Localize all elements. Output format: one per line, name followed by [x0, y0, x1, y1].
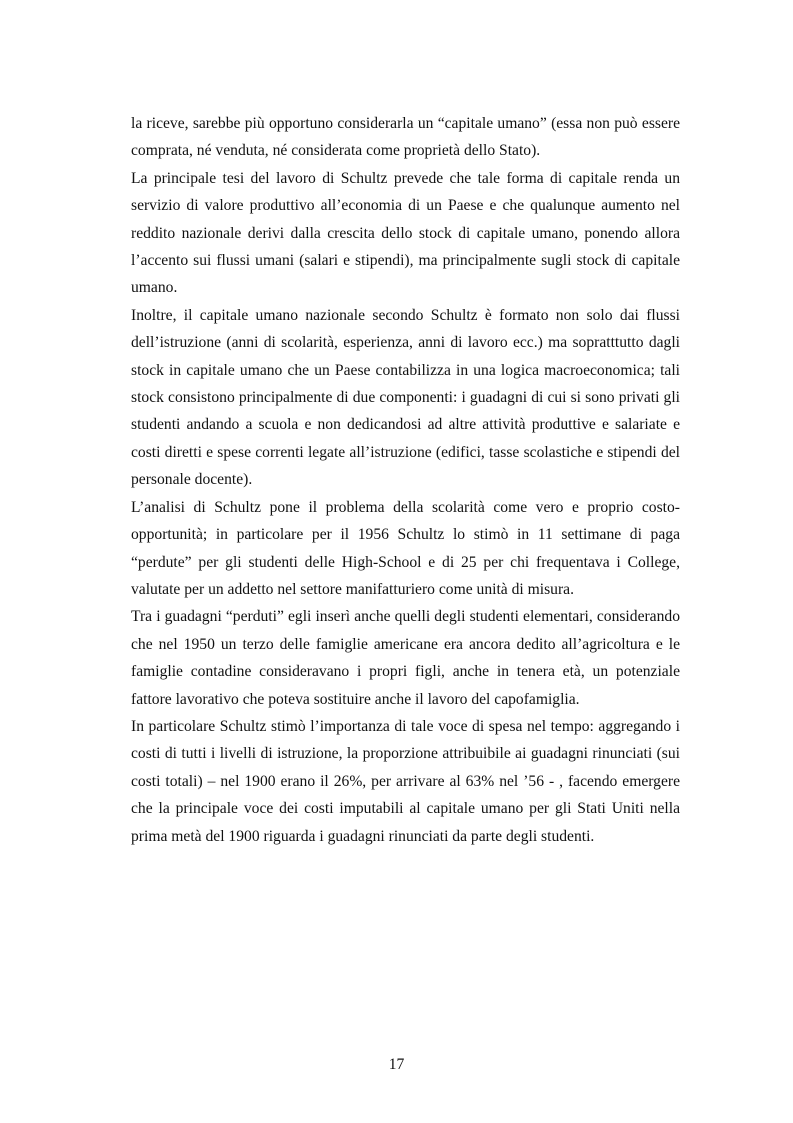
paragraph-4: L’analisi di Schultz pone il problema della scolarità come vero e proprio costo-opportunità; in particolare per il 1956 Schultz lo stimò in 11 settimane di paga “perdute” per gli studenti delle High-School e di 25 per chi frequentava i College, valutate per un addetto nel settore manifatturiero come unità di misura. — [131, 498, 680, 598]
paragraph-6: In particolare Schultz stimò l’importanza di tale voce di spesa nel tempo: aggregando i costi di tutti i livelli di istruzione, la proporzione attribuibile ai guadagni rinunciati (sui costi totali) – nel 1900 erano il 26%, per arrivare al 63% nel ’56 - , facendo emergere che la principale voce dei costi imputabili al capitale umano per gli Stati Uniti nella prima metà del 1900 riguarda i guadagni rinunciati da parte degli studenti. — [131, 717, 680, 845]
paragraph-3: Inoltre, il capitale umano nazionale secondo Schultz è formato non solo dai flussi dell’istruzione (anni di scolarità, esperienza, anni di lavoro ecc.) ma sopratttutto dagli stock in capitale umano che un Paese contabilizza in una logica macroeconomica; tali stock consistono principalmente di due componenti: i guadagni di cui si sono privati gli studenti andando a scuola e non dedicandosi ad altre attività produttive e salariate e costi diretti e spese correnti legate all’istruzione (edifici, tasse scolastiche e stipendi del personale docente). — [131, 306, 680, 489]
body-text — [131, 110, 680, 850]
paragraph-1: la riceve, sarebbe più opportuno considerarla un “capitale umano” (essa non può essere comprata, né venduta, né considerata come proprietà dello Stato). — [131, 115, 680, 160]
paragraph-2: La principale tesi del lavoro di Schultz prevede che tale forma di capitale renda un servizio di valore produttivo all’economia di un Paese e che qualunque aumento nel reddito nazionale derivi dalla crescita dello stock di capitale umano, ponendo allora l’accento sui flussi umani (salari e stipendi), ma principalmente sugli stock di capitale umano. — [131, 169, 680, 297]
paragraph-5: Tra i guadagni “perduti” egli inserì anche quelli degli studenti elementari, considerando che nel 1950 un terzo delle famiglie americane era ancora dedito all’agricoltura e le famiglie contadine consideravano i propri figli, anche in tenera età, un potenziale fattore lavorativo che poteva sostituire anche il lavoro del capofamiglia. — [131, 608, 680, 708]
page-number: 17 — [388, 1056, 405, 1073]
